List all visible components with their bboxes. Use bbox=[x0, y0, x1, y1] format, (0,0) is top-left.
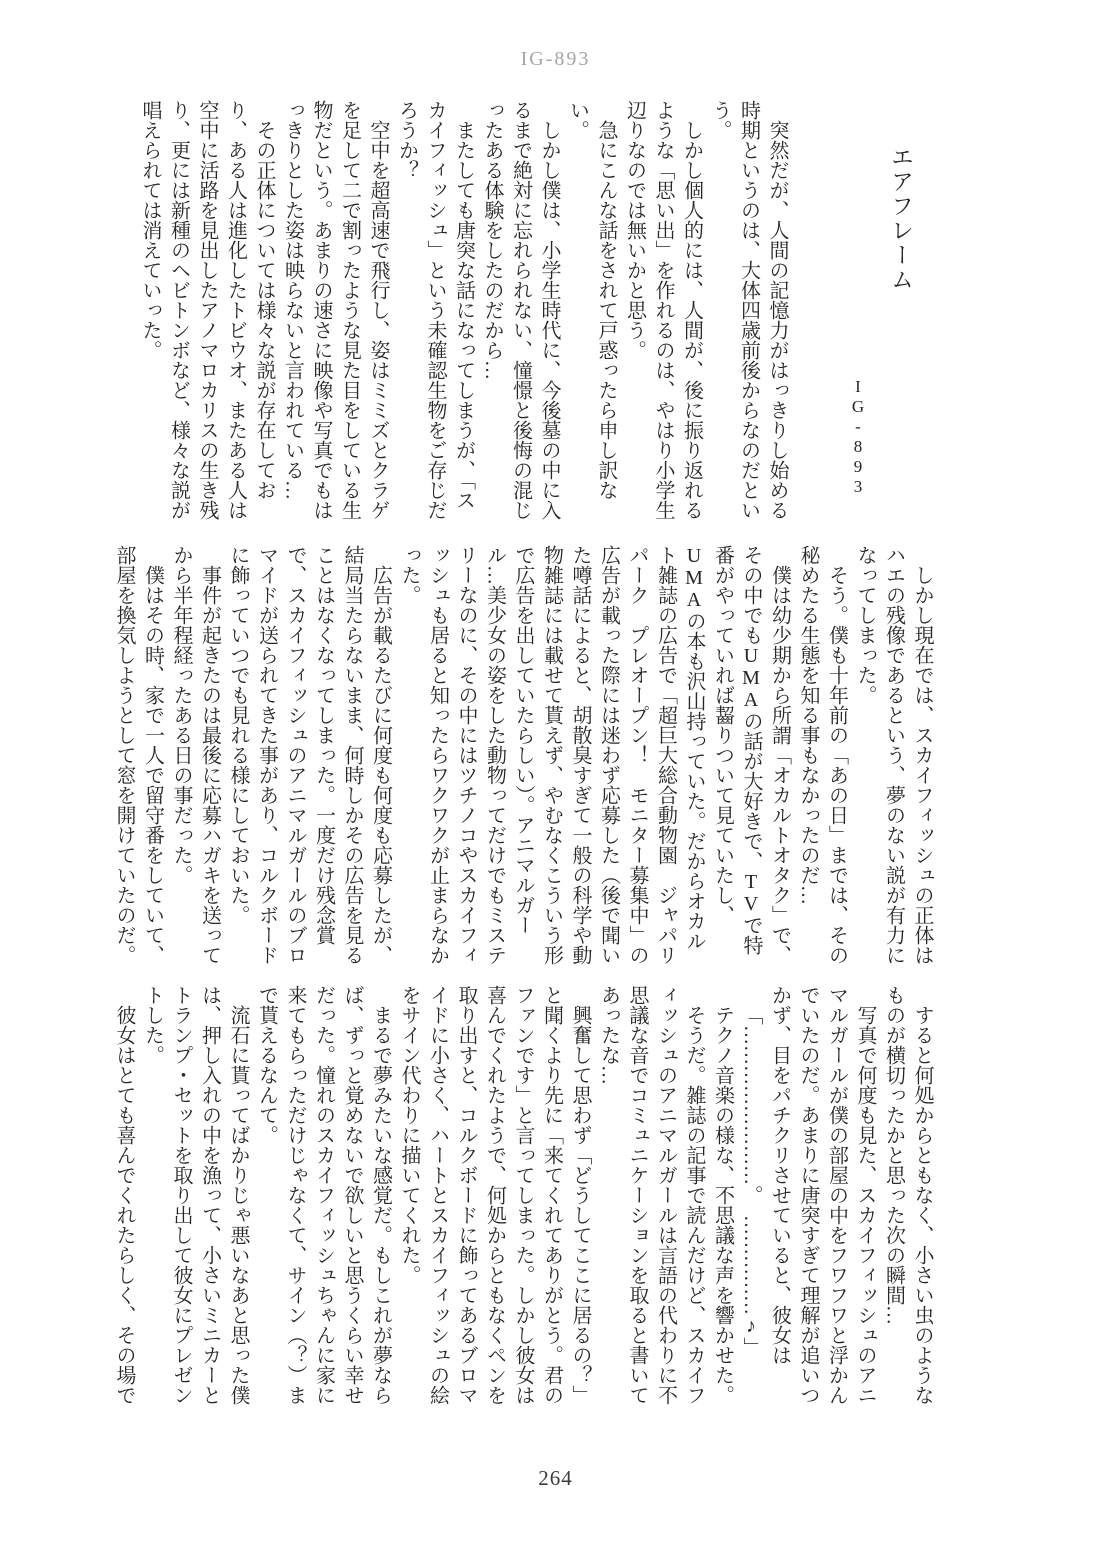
paragraph: 広告が載るたびに何度も何度も応募したが、結局当たらないまま、何時しかその広告を見ることはなくなってしまった。一度だけ残念賞で、スカイフィッシュのアニマルガールのブロマイドが送られてきた事があり、コルクボードに飾っていつでも見れる様にしておいた。 bbox=[227, 545, 392, 965]
running-head: IG-893 bbox=[520, 48, 591, 70]
paragraph: その正体については様々な説が存在しており、ある人は進化したトビウオ、またある人は空中に活路を見出したアノマロカリスの生き残り、更には新種のヘビトンボなど、様々な説が唱えられては消えていった。 bbox=[139, 100, 275, 520]
paragraph: しかし現在では、スカイフィッシュの正体はハエの残像であるという、夢のない説が有力になってしまった。 bbox=[854, 545, 933, 965]
paragraph: しかし個人的には、人間が、後に振り返れるような「思い出」を作れるのは、やはり小学生辺りなのでは無いかと思う。 bbox=[623, 100, 703, 520]
paragraph: 「……………………。 ……………♪」 bbox=[740, 1005, 762, 1357]
paragraph: 僕はその時、家で一人で留守番をしていて、部屋を換気しようとして窓を開けていたのだ。 bbox=[113, 545, 164, 965]
paragraph: 流石に貰ってばかりじゃ悪いなあと思った僕は、押し入れの中を漁って、小さいミニカーとトランプ・セットを取り出して彼女にプレゼントした。 bbox=[141, 985, 249, 1405]
paragraph: 事件が起きたのは最後に応募ハガキを送ってから半年程経ったある日の事だった。 bbox=[170, 545, 221, 965]
story-title: エアフレーム bbox=[888, 145, 913, 292]
paragraph: テクノ音楽の様な、不思議な声を響かせた。 bbox=[711, 1005, 734, 1405]
paragraph: 写真で何度も見た、スカイフィッシュのアニマルガールが僕の部屋の中をフワフワと浮かんでいたのだ。あまりに唐突すぎて理解が追いつかず、目をパチクリさせていると、彼女は bbox=[768, 985, 876, 1405]
text-band-middle bbox=[112, 545, 936, 968]
paragraph: そう。僕も十年前の「あの日」までは、その秘めたる生態を知る事もなかったのだ… bbox=[797, 545, 848, 965]
paragraph: すると何処からともなく、小さい虫のようなものが横切ったかと思った次の瞬間… bbox=[882, 985, 933, 1405]
paragraph: まるで夢みたいな感覚だ。もしこれが夢ならば、ずっと覚めないで欲しいと思うくらい幸せだった。憧れのスカイフィッシュちゃんに家に来てもらっただけじゃなくて、サイン（？）まで貰えるなんて。 bbox=[255, 985, 392, 1405]
paragraph: しかし僕は、小学生時代に、今後墓の中に入るまで絶対に忘れられない、憧憬と後悔の混じったある体験をしたのだから… bbox=[481, 100, 560, 520]
page-number: 264 bbox=[538, 1466, 573, 1490]
text-band-top bbox=[112, 100, 936, 523]
paragraph: 突然だが、人間の記憶力がはっきりし始める時期というのは、大体四歳前後からなのだという。 bbox=[709, 100, 788, 520]
paragraph: 急にこんな話をされて戸惑ったら申し訳ない。 bbox=[566, 100, 617, 500]
paragraph: 空中を超高速で飛行し、姿はミミズとクラゲを足して二で割ったような見た目をしている生物だという。あまりの速さに映像や写真でもはっきりとした姿は映らないと言われている… bbox=[281, 100, 389, 520]
paragraph: 興奮して思わず「どうしてここに居るの？」と聞くより先に「来てくれてありがとう。君のファンです」と言ってしまった。しかし彼女は喜んでくれたようで、何処からともなくペンを取り出すと、コルクボードに飾ってあるブロマイドに小さく、ハートとスカイフィッシュの絵をサイン代わりに描いてくれた。 bbox=[398, 985, 591, 1405]
paragraph: またしても唐突な話になってしまうが、「スカイフィッシュ」という未確認生物をご存じだろうか？ bbox=[395, 100, 475, 520]
paragraph: そうだ。雑誌の記事で読んだけど、スカイフィッシュのアニマルガールは言語の代わりに不思議な音でコミュニケーションを取ると書いてあったな… bbox=[597, 985, 705, 1405]
text-band-bottom bbox=[112, 985, 936, 1408]
story-author: IG-893 bbox=[848, 377, 868, 497]
paragraph: 彼女はとても喜んでくれたらしく、その場で bbox=[113, 1005, 135, 1405]
paragraph: 僕は幼少期から所謂「オカルトオタク」で、その中でもUMAの話が大好きで、TVで特番がやっていれば齧りついて見ていたし、UMAの本も沢山持っていた。だからオカルト雑誌の広告で「超巨大総合動物園 ジャパリパーク プレオープン！ モニター募集中」の広告が載った際には迷わず応募した（後で聞いた噂話によると、胡散臭すぎて一般の科学や動物雑誌には載せて貰えず、やむなくこういう形で広告を出していたらしい）。アニマルガール…美少女の姿をした動物ってだけでもミステリーなのに、その中にはツチノコやスカイフィッシュも居ると知ったらワクワクが止まらなかった。 bbox=[398, 545, 791, 965]
